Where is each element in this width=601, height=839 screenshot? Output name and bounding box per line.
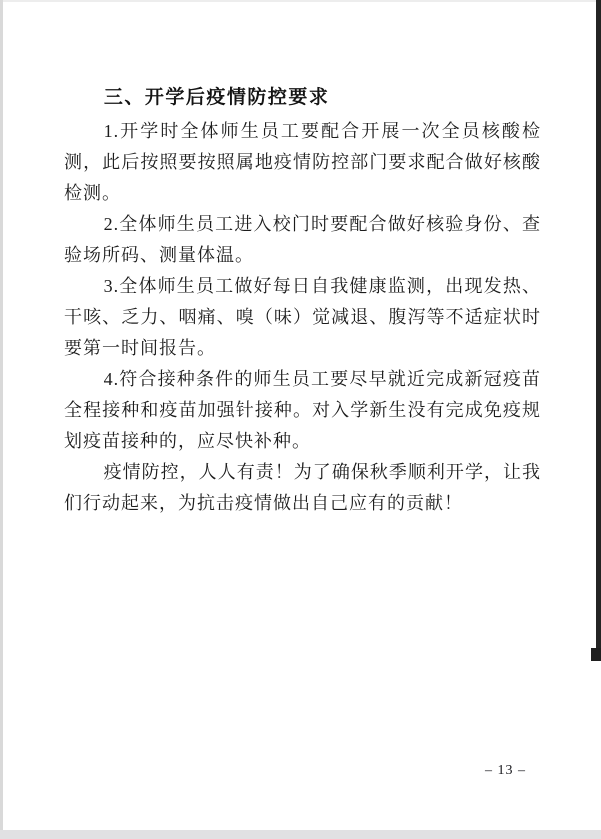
paragraph-closing-appeal: 疫情防控，人人有责！为了确保秋季顺利开学，让我们行动起来，为抗击疫情做出自己应有的贡献！ xyxy=(64,462,541,513)
document-body xyxy=(64,80,541,519)
paragraph-vaccination: 4.符合接种条件的师生员工要尽早就近完成新冠疫苗全程接种和疫苗加强针接种。对入学新生没有完成免疫规划疫苗接种的，应尽快补种。 xyxy=(64,369,541,451)
page-number: – 13 – xyxy=(485,763,526,778)
scan-edge-right-nub xyxy=(591,648,601,661)
paragraph-nucleic-acid-testing: 1.开学时全体师生员工要配合开展一次全员核酸检测，此后按照要按照属地疫情防控部门要求配合做好核酸检测。 xyxy=(64,121,541,203)
scan-edge-right xyxy=(596,0,601,655)
scan-edge-top xyxy=(0,0,601,2)
section-heading: 三、开学后疫情防控要求 xyxy=(103,87,330,108)
scan-edge-bottom xyxy=(0,830,601,839)
paragraph-gate-checks: 2.全体师生员工进入校门时要配合做好核验身份、查验场所码、测量体温。 xyxy=(64,214,541,265)
paragraph-daily-health-monitoring: 3.全体师生员工做好每日自我健康监测，出现发热、干咳、乏力、咽痛、嗅（味）觉减退、腹泻等不适症状时要第一时间报告。 xyxy=(64,276,541,358)
scan-edge-left xyxy=(0,0,3,839)
